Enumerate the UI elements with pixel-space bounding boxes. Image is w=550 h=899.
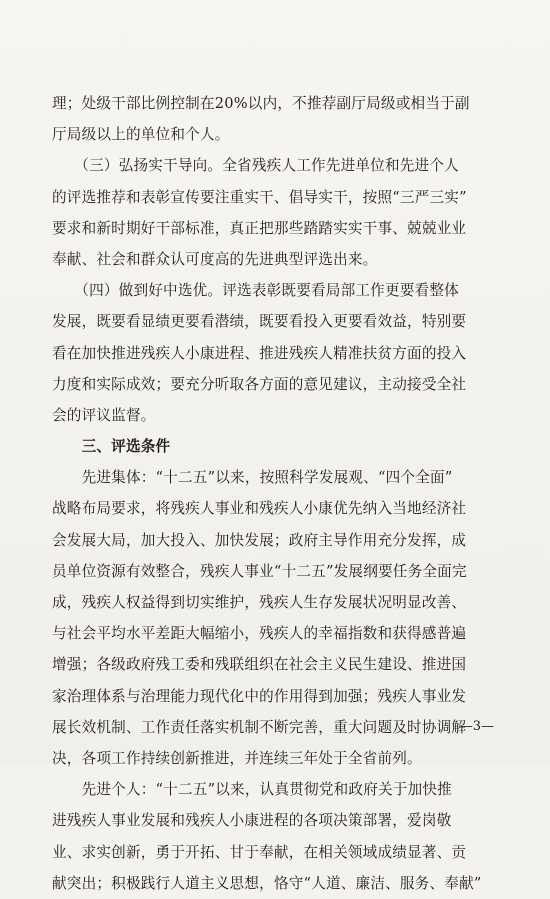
text-line: 业、求实创新，勇于开拓、甘于奉献，在相关领域成绩显著、贡 bbox=[52, 843, 467, 861]
text-line: 进残疾人事业发展和残疾人小康进程的各项决策部署，爱岗敬 bbox=[52, 812, 452, 830]
text-line: 理；处级干部比例控制在20%以内，不推荐副厅局级或相当于副 bbox=[52, 95, 470, 112]
text-line: 看在加快推进残疾人小康进程、推进残疾人精准扶贫方面的投入 bbox=[52, 344, 467, 362]
text-line: 会的评议监督。 bbox=[52, 406, 156, 424]
text-line: 发展，既要看显绩更要看潜绩，既要看投入更要看效益，特别要 bbox=[52, 313, 467, 331]
text-line: 先进个人：“十二五”以来，认真贯彻党和政府关于加快推 bbox=[52, 781, 452, 799]
text-line: 会发展大局，加大投入、加快发展；政府主导作用充分发挥，成 bbox=[52, 531, 467, 549]
text-line: 战略布局要求，将残疾人事业和残疾人小康优先纳入当地经济社 bbox=[52, 500, 467, 518]
text-line: （四）做到好中选优。评选表彰既要看局部工作更要看整体 bbox=[52, 282, 459, 300]
text-line: 要求和新时期好干部标准，真正把那些踏踏实实干事、兢兢业业 bbox=[52, 219, 467, 237]
text-line: 展长效机制、工作责任落实机制不断完善，重大问题及时协调解 bbox=[52, 718, 467, 736]
text-line: 与社会平均水平差距大幅缩小，残疾人的幸福指数和获得感普遍 bbox=[52, 625, 467, 643]
text-line: 员单位资源有效整合，残疾人事业“十二五”发展纲要任务全面完 bbox=[52, 562, 467, 580]
text-line: 成，残疾人权益得到切实维护，残疾人生存发展状况明显改善、 bbox=[52, 594, 467, 611]
text-line: （三）弘扬实干导向。全省残疾人工作先进单位和先进个人 bbox=[52, 157, 459, 175]
text-line: 厅局级以上的单位和个人。 bbox=[52, 126, 230, 144]
text-line: 的评选推荐和表彰宣传要注重实干、倡导实干，按照“三严三实” bbox=[52, 188, 467, 206]
text-line: 奉献、社会和群众认可度高的先进典型评选出来。 bbox=[52, 250, 378, 268]
text-line: 献突出；积极践行人道主义思想，恪守“人道、廉洁、服务、奉献” bbox=[52, 874, 482, 892]
text-line: 增强；各级政府残工委和残联组织在社会主义民生建设、推进国 bbox=[52, 656, 467, 674]
text-line: 先进集体：“十二五”以来，按照科学发展观、“四个全面” bbox=[52, 469, 453, 487]
text-line: 决，各项工作持续创新推进，并连续三年处于全省前列。 bbox=[52, 749, 422, 767]
body-text bbox=[52, 88, 498, 899]
section-heading: 三、评选条件 bbox=[52, 438, 171, 456]
text-line: 家治理体系与治理能力现代化中的作用得到加强；残疾人事业发 bbox=[52, 687, 467, 705]
text-line: 力度和实际成效；要充分听取各方面的意见建议，主动接受全社 bbox=[52, 375, 467, 393]
page-number: —3— bbox=[459, 719, 494, 734]
